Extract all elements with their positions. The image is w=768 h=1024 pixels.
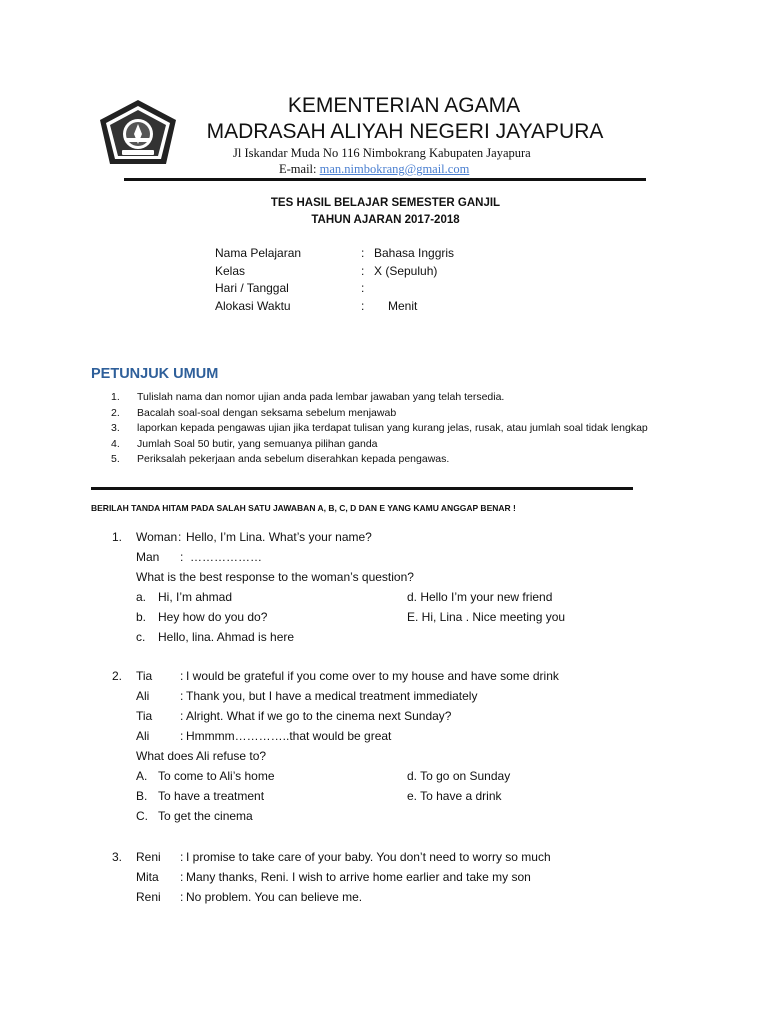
dialog-separator: : [180, 689, 184, 703]
list-item [111, 390, 677, 406]
dialog-separator: : [180, 850, 184, 864]
dialog-text: ……………… [190, 550, 262, 564]
list-text: Periksalah pekerjaan anda sebelum diserahkan kepada pengawas. [137, 453, 450, 465]
info-label: Alokasi Waktu [215, 298, 291, 313]
dialog-speaker: Man [136, 550, 160, 564]
list-text: Tulislah nama dan nomor ujian anda pada lembar jawaban yang telah tersedia. [137, 391, 505, 403]
dialog-speaker: Reni [136, 850, 161, 864]
option-label[interactable]: C. [136, 809, 148, 823]
option-label[interactable]: a. [136, 590, 147, 604]
option-right[interactable]: E. Hi, Lina . Nice meeting you [407, 610, 566, 624]
school-email-line [279, 162, 469, 177]
option-text[interactable]: To get the cinema [158, 809, 253, 823]
list-number: 5. [111, 453, 120, 465]
dialog-speaker: Tia [136, 709, 153, 723]
info-colon: : [361, 263, 365, 278]
info-value: Menit [388, 298, 418, 313]
option-right[interactable]: e. To have a drink [407, 789, 502, 803]
dialog-speaker: Ali [136, 689, 150, 703]
dialog-separator: : [180, 729, 184, 743]
dialog-text: Alright. What if we go to the cinema next Sunday? [186, 709, 452, 723]
exam-title: TES HASIL BELAJAR SEMESTER GANJIL [270, 197, 501, 209]
question-number: 3. [112, 850, 123, 864]
dialog-speaker: Tia [136, 669, 153, 683]
school-name: MADRASAH ALIYAH NEGERI JAYAPURA [206, 120, 604, 143]
option-label[interactable]: c. [136, 630, 146, 644]
info-label: Nama Pelajaran [215, 246, 302, 260]
header-divider [124, 178, 646, 181]
option-label[interactable]: b. [136, 610, 147, 624]
list-item [111, 421, 677, 437]
dialog-text: Hello, I’m Lina. What’s your name? [186, 530, 372, 544]
option-right[interactable]: d. To go on Sunday [407, 769, 511, 783]
list-number: 3. [111, 422, 120, 434]
dialog-text: I promise to take care of your baby. You don’t need to worry so much [186, 850, 551, 864]
option-text[interactable]: Hi, I’m ahmad [158, 590, 233, 604]
list-item [111, 406, 677, 422]
info-colon: : [361, 298, 365, 313]
option-label[interactable]: A. [136, 769, 148, 783]
info-colon: : [361, 246, 365, 260]
ministry-name: KEMENTERIAN AGAMA [287, 94, 521, 117]
list-text: Bacalah soal-soal dengan seksama sebelum menjawab [137, 406, 397, 419]
dialog-text: I would be grateful if you come over to my house and have some drink [186, 669, 559, 683]
info-label: Hari / Tanggal [215, 281, 289, 295]
list-text: Jumlah Soal 50 butir, yang semuanya pilihan ganda [137, 437, 378, 450]
question-text: What does Ali refuse to? [136, 749, 267, 763]
option-text[interactable]: Hello, lina. Ahmad is here [158, 630, 295, 644]
email-link[interactable]: man.nimbokrang@gmail.com [319, 162, 470, 176]
dialog-separator: : [180, 870, 184, 884]
school-address: Jl Iskandar Muda No 116 Nimbokrang Kabupaten Jayapura [233, 146, 531, 160]
dialog-separator: : [180, 890, 184, 904]
dialog-speaker: Ali [136, 729, 150, 743]
list-text: laporkan kepada pengawas ujian jika terdapat tulisan yang kurang jelas, rusak, atau jumlah soal tidak lengkap [137, 422, 648, 434]
info-value: X (Sepuluh) [374, 263, 438, 278]
dialog-separator: : [178, 530, 182, 544]
option-text[interactable]: Hey how do you do? [158, 610, 268, 624]
dialog-text: Many thanks, Reni. I wish to arrive home earlier and take my son [186, 870, 531, 884]
question-text: What is the best response to the woman’s question? [136, 570, 414, 584]
dialog-speaker: Reni [136, 890, 161, 904]
list-item [111, 437, 677, 453]
section-divider [91, 487, 633, 490]
list-number: 2. [111, 406, 120, 419]
option-label[interactable]: B. [136, 789, 148, 803]
list-number: 4. [111, 437, 120, 450]
info-label: Kelas [215, 263, 246, 278]
list-item [111, 452, 677, 468]
question-number: 2. [112, 669, 123, 683]
option-text[interactable]: To have a treatment [158, 789, 265, 803]
dialog-speaker: Mita [136, 870, 159, 884]
dialog-speaker: Woman [136, 530, 178, 544]
question-number: 1. [112, 530, 123, 544]
dialog-separator: : [180, 709, 184, 723]
answer-instruction: BERILAH TANDA HITAM PADA SALAH SATU JAWABAN A, B, C, D DAN E YANG KAMU ANGGAP BENAR ! [91, 503, 516, 513]
option-text[interactable]: To come to Ali’s home [158, 769, 275, 783]
email-label: E-mail: [279, 162, 317, 176]
dialog-text: No problem. You can believe me. [186, 890, 363, 904]
exam-year: TAHUN AJARAN 2017-2018 [311, 214, 460, 226]
dialog-separator: : [180, 550, 184, 564]
info-value: Bahasa Inggris [374, 246, 455, 260]
instructions-list [111, 390, 677, 468]
dialog-separator: : [180, 669, 184, 683]
info-colon: : [361, 281, 365, 295]
list-number: 1. [111, 391, 120, 403]
dialog-text: Thank you, but I have a medical treatment immediately [186, 689, 478, 703]
instructions-heading: PETUNJUK UMUM [91, 366, 219, 382]
option-right[interactable]: d. Hello I’m your new friend [407, 590, 553, 604]
dialog-text: Hmmmm…………..that would be great [186, 729, 392, 743]
